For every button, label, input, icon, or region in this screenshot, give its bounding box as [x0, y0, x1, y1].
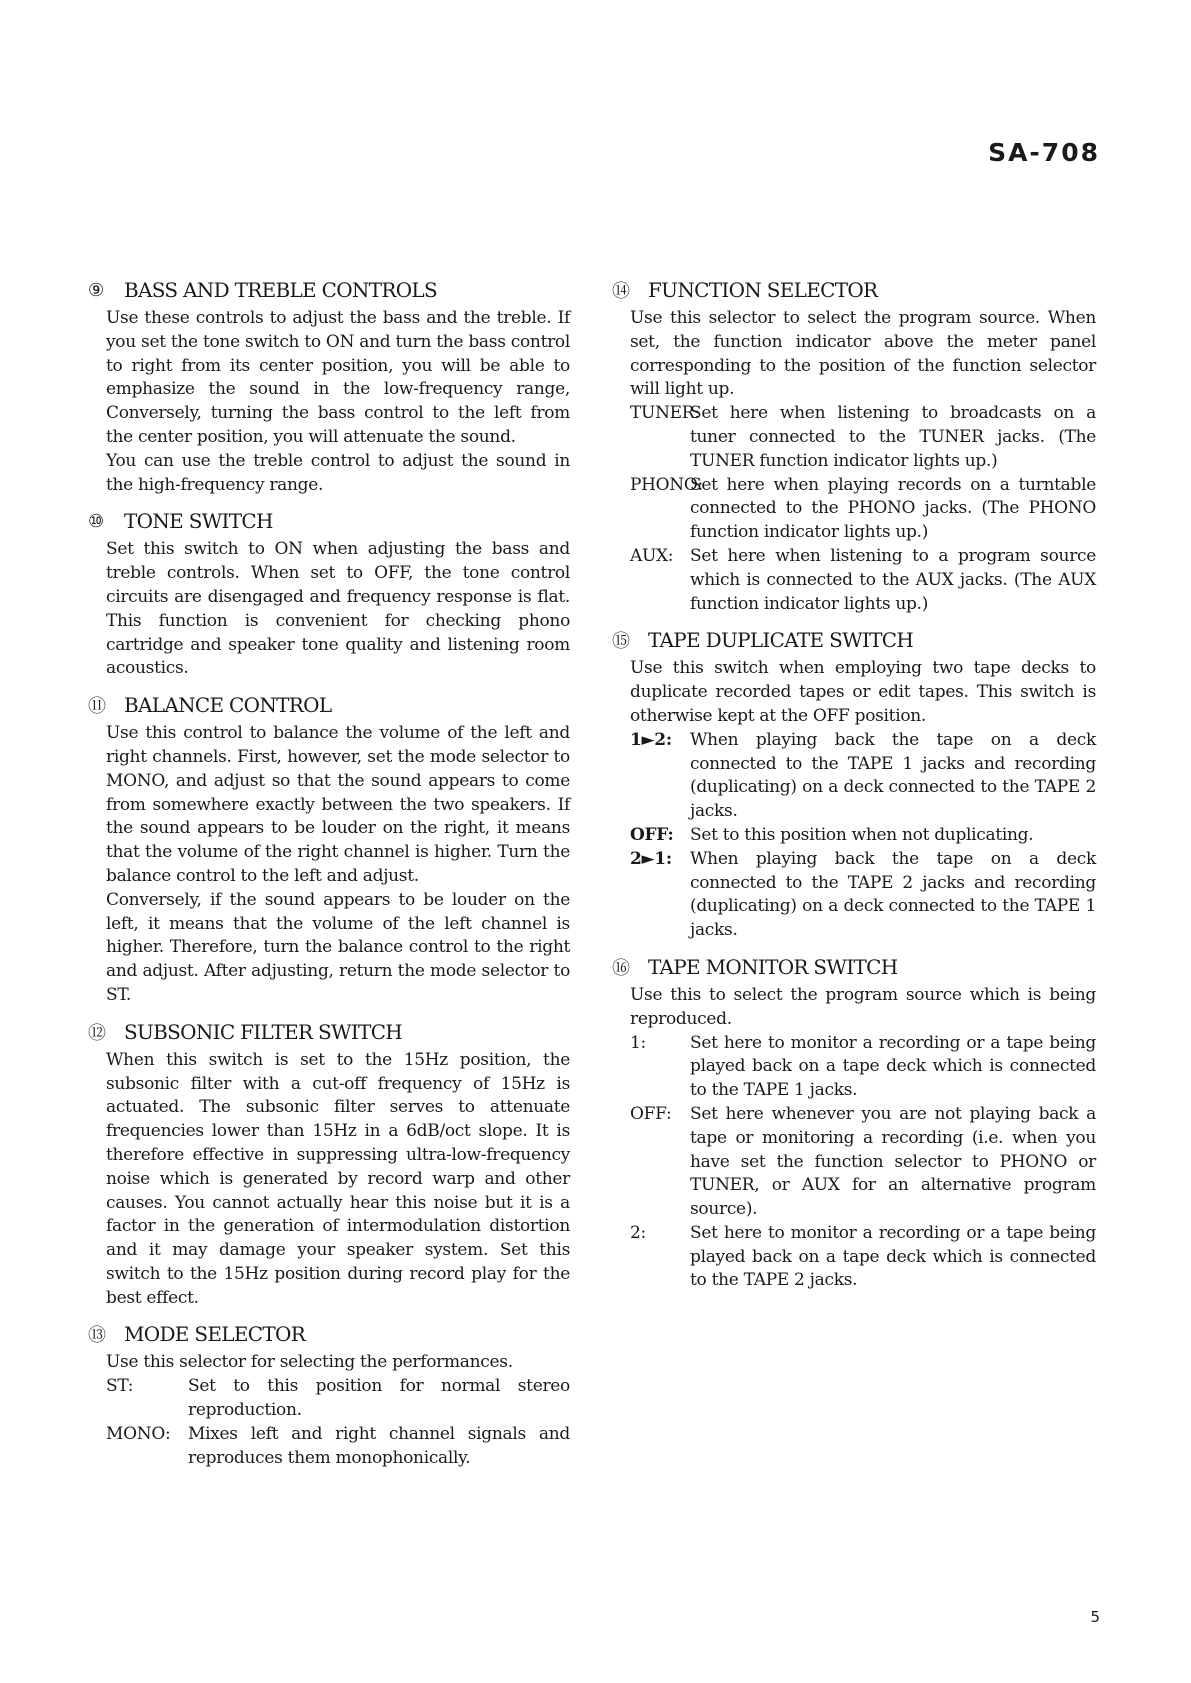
section-heading — [88, 693, 570, 717]
definition-text: Set here to monitor a recording or a tape being played back on a tape deck which is connected to the TAPE 1 jacks. — [690, 1032, 1096, 1101]
definition-item — [630, 474, 1096, 545]
definition-item — [630, 729, 1096, 824]
paragraph: Use this switch when employing two tape decks to duplicate recorded tapes or edit tapes. This switch is otherwise kept at the OFF position. — [630, 658, 1096, 726]
paragraph: Use this to select the program source which is being reproduced. — [630, 984, 1096, 1029]
section-heading — [612, 278, 1096, 302]
definition-text: Set here whenever you are not playing back a tape or monitoring a recording (i.e. when you have set the function selector to PHONO or TUNER, or AUX for an alternative program source). — [690, 1103, 1096, 1220]
section-balance-control — [88, 693, 570, 1008]
paragraph: Use this selector to select the program source. When set, the function indicator above the meter panel corresponding to the position of the function selector will light up. — [630, 308, 1096, 400]
section-function-selector — [612, 278, 1096, 616]
definition-key: PHONO: — [630, 474, 703, 495]
definition-item — [630, 402, 1096, 473]
definition-item — [106, 1423, 570, 1471]
section-title: TAPE MONITOR SWITCH — [648, 954, 898, 979]
section-body — [612, 307, 1096, 616]
section-number: ⑪ — [88, 696, 106, 718]
section-number: ⑩ — [88, 510, 104, 532]
section-heading — [88, 1322, 570, 1346]
section-heading — [612, 628, 1096, 652]
right-column — [612, 278, 1096, 1305]
definition-item — [630, 824, 1096, 848]
paragraph: Use these controls to adjust the bass and the treble. If you set the tone switch to ON and turn the bass control to right from its center position, you will be able to emphasize the sound in the low-frequency range, Conversely, turning the bass control to the left from the center position, you will attenuate the sound. — [106, 308, 570, 447]
section-body — [88, 722, 570, 1008]
definition-key: ST: — [106, 1376, 134, 1397]
section-body — [612, 657, 1096, 943]
definition-key: OFF: — [630, 824, 674, 845]
section-mode-selector — [88, 1322, 570, 1470]
section-title: MODE SELECTOR — [124, 1322, 306, 1347]
definition-key: OFF: — [630, 1103, 672, 1124]
section-body — [612, 984, 1096, 1293]
section-title: TAPE DUPLICATE SWITCH — [648, 628, 914, 653]
definition-key: 2: — [630, 1222, 646, 1243]
section-title: BALANCE CONTROL — [124, 693, 332, 718]
section-number: ⑯ — [612, 957, 630, 979]
definition-item — [630, 848, 1096, 943]
section-title: SUBSONIC FILTER SWITCH — [124, 1019, 403, 1044]
section-heading — [88, 278, 570, 302]
section-body — [88, 538, 570, 681]
section-tone-switch — [88, 509, 570, 681]
section-bass-treble — [88, 278, 570, 497]
section-number: ⑫ — [88, 1022, 106, 1044]
definition-key: AUX: — [630, 545, 674, 566]
section-body — [88, 1351, 570, 1470]
definition-key: MONO: — [106, 1423, 171, 1444]
definition-text: When playing back the tape on a deck connected to the TAPE 1 jacks and recording (duplicating) on a deck connected to the TAPE 2 jacks. — [690, 729, 1096, 822]
paragraph: Set this switch to ON when adjusting the bass and treble controls. When set to OFF, the tone control circuits are disengaged and frequency response is flat. This function is convenient for checking phono cartridge and speaker tone quality and listening room acoustics. — [106, 539, 570, 679]
definition-text: Set here when listening to broadcasts on a tuner connected to the TUNER jacks. (The TUNER function indicator lights up.) — [690, 403, 1096, 471]
definition-key: 1: — [630, 1032, 646, 1053]
definition-item — [630, 1103, 1096, 1222]
definition-text: Set here when listening to a program source which is connected to the AUX jacks. (The AUX function indicator lights up.) — [690, 545, 1096, 614]
paragraph: You can use the treble control to adjust the sound in the high-frequency range. — [106, 450, 570, 495]
section-number: ⑭ — [612, 281, 630, 302]
definition-text: Set here to monitor a recording or a tape being played back on a tape deck which is connected to the TAPE 2 jacks. — [690, 1222, 1096, 1291]
section-number: ⑮ — [612, 631, 630, 653]
paragraph: When this switch is set to the 15Hz position, the subsonic filter with a cut-off frequency of 15Hz is actuated. The subsonic filter serves to attenuate frequencies lower than 15Hz in a 6dB/oct slope. It is therefore effective in suppressing ultra-low-frequency noise which is generated by record warp and other causes. You cannot actually hear this noise but it is a factor in the generation of intermodulation distortion and it may damage your speaker system. Set this switch to the 15Hz position during record play for the best effect. — [106, 1049, 570, 1308]
section-tape-duplicate — [612, 628, 1096, 943]
definition-item — [630, 1222, 1096, 1293]
section-title: BASS AND TREBLE CONTROLS — [124, 278, 437, 302]
paragraph: Use this control to balance the volume of the left and right channels. First, however, set the mode selector to MONO, and adjust so that the sound appears to come from somewhere exactly between the two speakers. If the sound appears to be louder on the right, it means that the volume of the right channel is higher. Turn the balance control to the left and adjust. — [106, 723, 570, 886]
model-number: SA-708 — [988, 138, 1100, 167]
section-heading — [612, 955, 1096, 979]
definition-text: Set here when playing records on a turntable connected to the PHONO jacks. (The PHONO function indicator lights up.) — [690, 474, 1096, 543]
section-title: FUNCTION SELECTOR — [648, 278, 878, 302]
definition-text: Set to this position when not duplicating. — [690, 824, 1034, 845]
left-column — [88, 278, 570, 1482]
definition-item — [106, 1375, 570, 1423]
section-body — [88, 1049, 570, 1311]
section-number: ⑨ — [88, 279, 104, 301]
definition-text: When playing back the tape on a deck connected to the TAPE 2 jacks and recording (duplicating) on a deck connected to the TAPE 1 jacks. — [690, 848, 1096, 941]
section-heading — [88, 1020, 570, 1044]
definition-item — [630, 545, 1096, 616]
definition-text: Mixes left and right channel signals and reproduces them monophonically. — [188, 1423, 570, 1468]
section-body — [88, 307, 570, 497]
definition-key: 2►1: — [630, 848, 672, 869]
definition-key: TUNER: — [630, 403, 700, 424]
definition-key: 1►2: — [630, 729, 672, 750]
paragraph: Use this selector for selecting the performances. — [106, 1352, 513, 1373]
section-number: ⑬ — [88, 1325, 106, 1347]
section-heading — [88, 509, 570, 533]
paragraph: Conversely, if the sound appears to be louder on the left, it means that the volume of the left channel is higher. Therefore, turn the balance control to the right and adjust. After adjusting, return the mode selector to ST. — [106, 889, 570, 1005]
definition-item — [630, 1032, 1096, 1103]
page-number: 5 — [1090, 1608, 1100, 1626]
section-title: TONE SWITCH — [124, 509, 273, 534]
section-subsonic-filter — [88, 1020, 570, 1311]
definition-text: Set to this position for normal stereo reproduction. — [188, 1376, 570, 1421]
section-tape-monitor — [612, 955, 1096, 1293]
